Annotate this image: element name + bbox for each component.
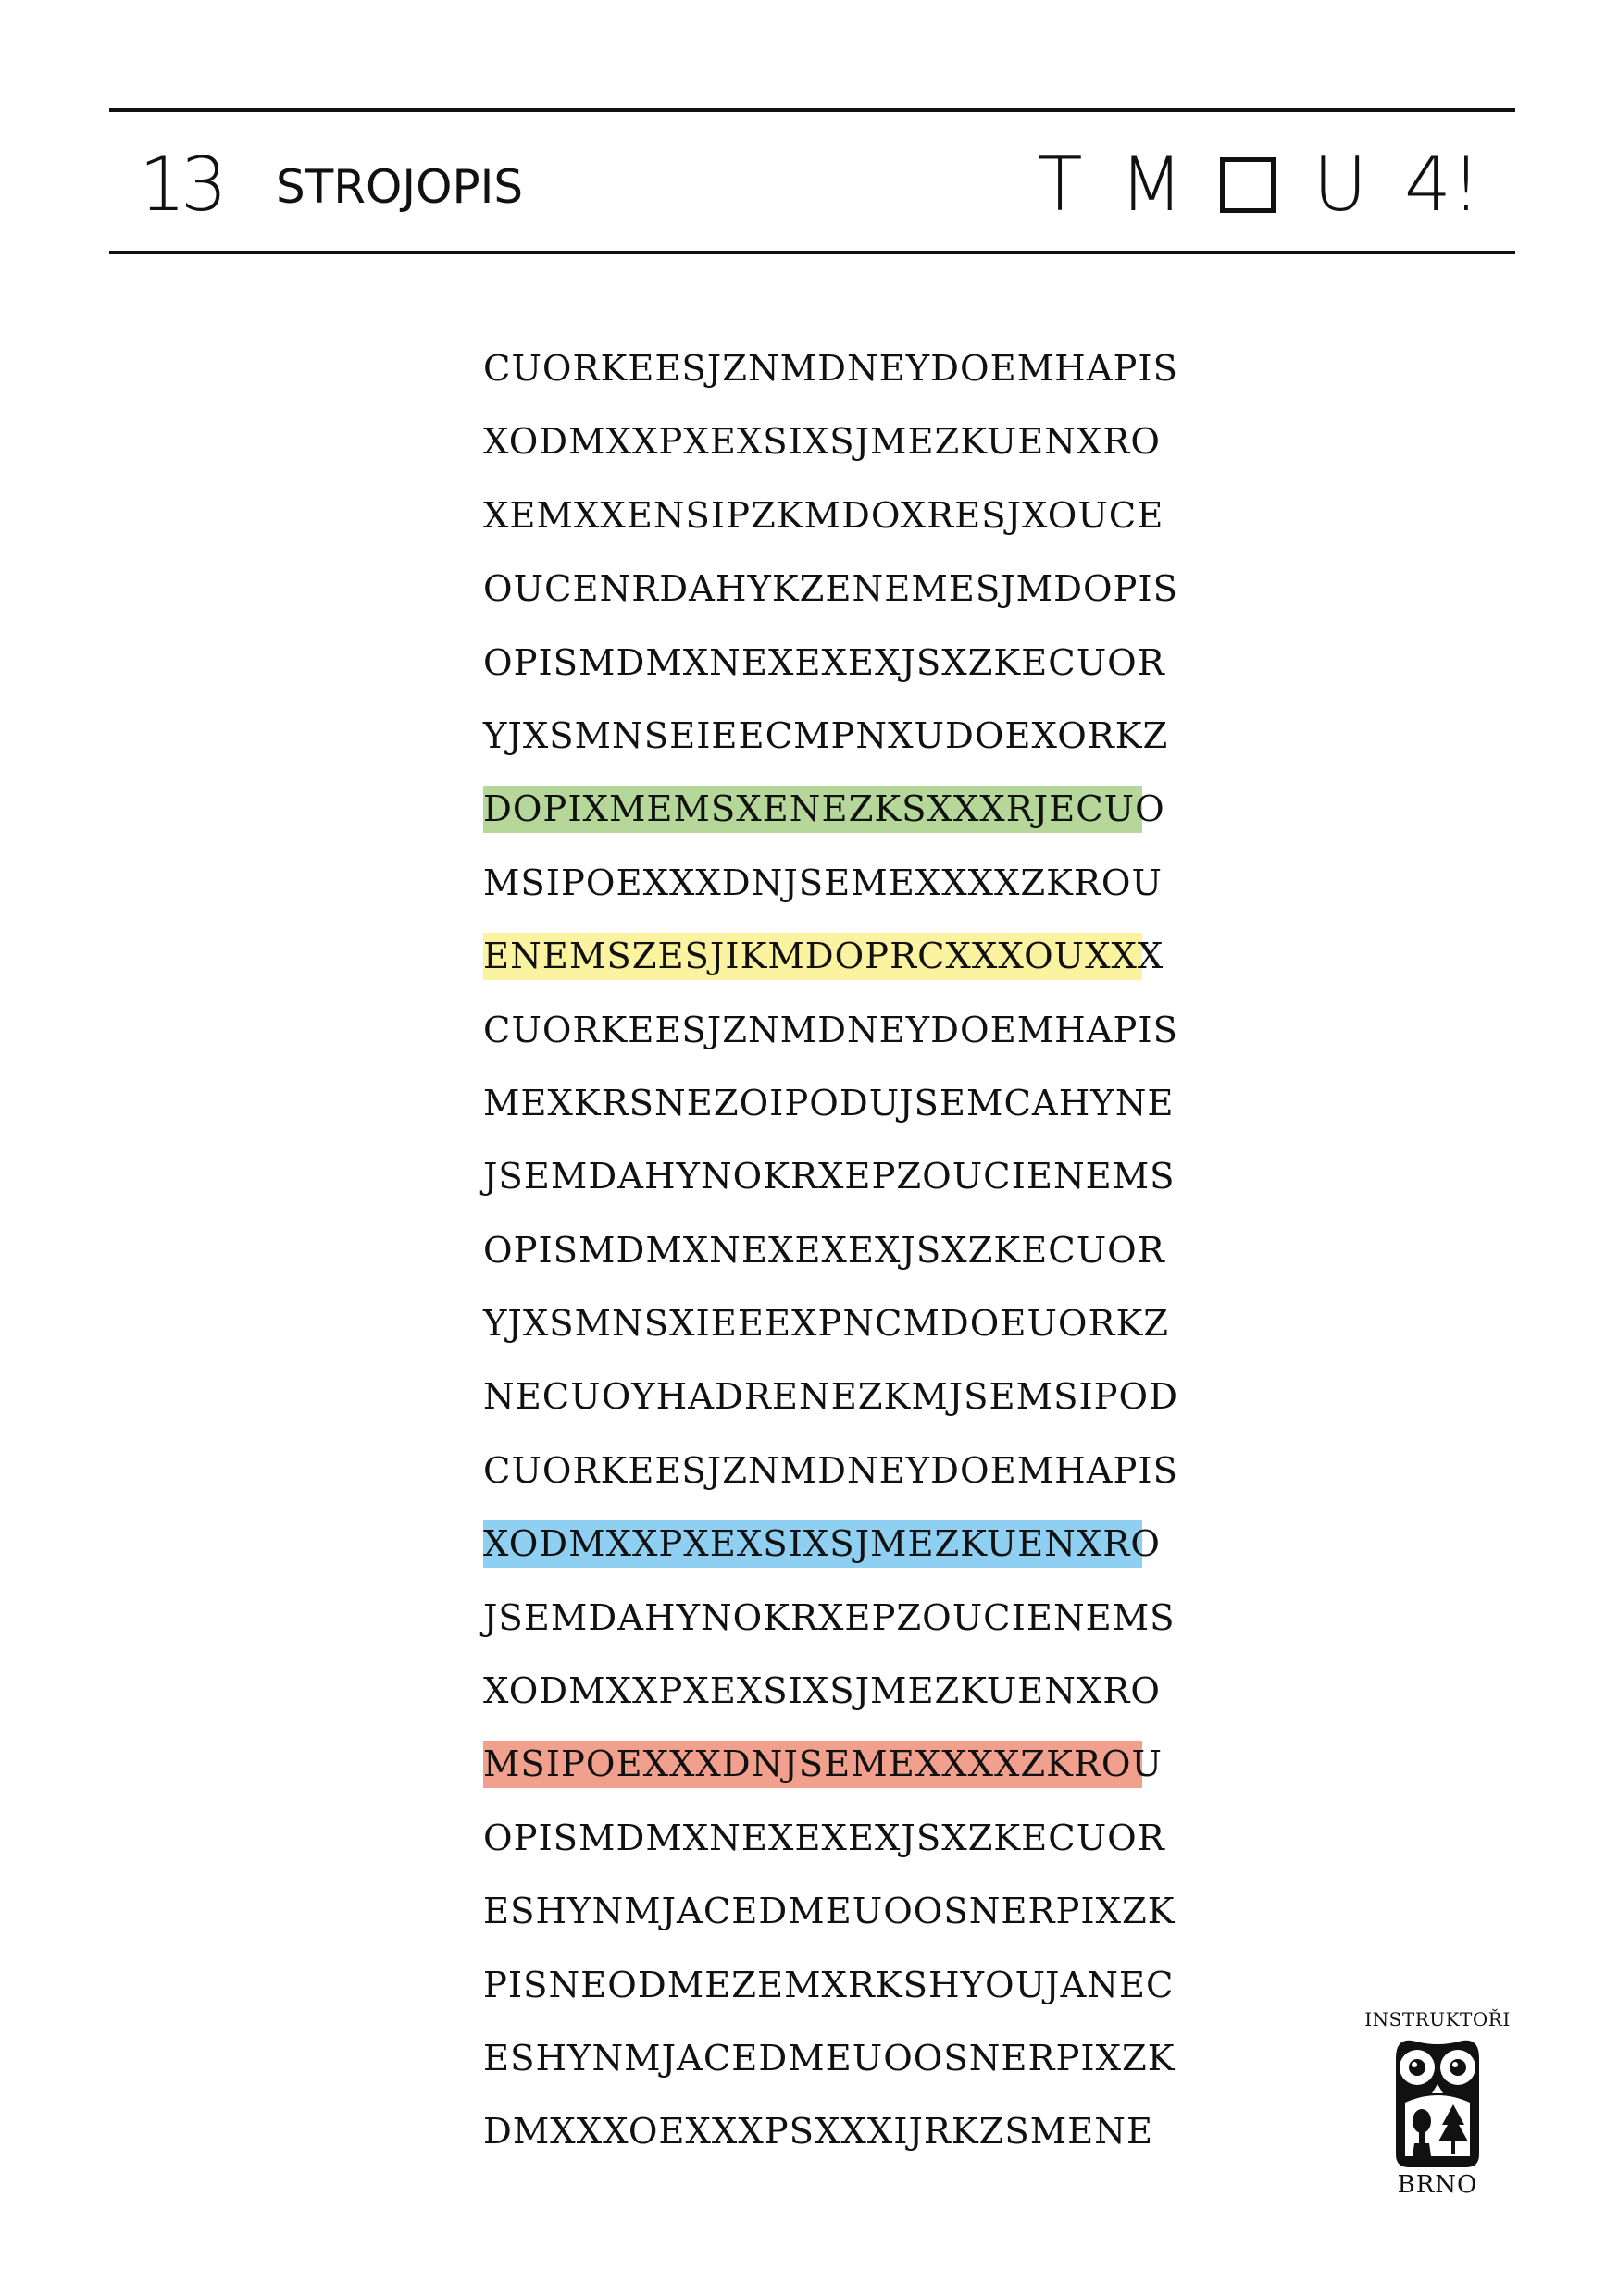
cipher-line: NECUOYHADRENEZKMJSEMSIPOD (483, 1376, 1178, 1419)
brand-letter-m: M (1119, 142, 1184, 228)
highlighted-cipher-line: ENEMSZESJIKMDOPRCXXXOUXXX (483, 933, 1142, 980)
page-title: STROJOPIS (276, 160, 524, 214)
highlighted-cipher-line: MSIPOEXXXDNJSEMEXXXXZKROU (483, 1741, 1142, 1788)
brand-letter-4: 4! (1404, 142, 1481, 228)
page-number: 13 (139, 142, 222, 228)
highlighted-cipher-line: XODMXXPXEXSIXSJMEZKUENXRO (483, 1520, 1142, 1568)
brand-letter-t: T (1037, 142, 1083, 228)
cipher-line: OUCENRDAHYKZENEMESJMDOPIS (483, 568, 1178, 611)
cipher-line: XODMXXPXEXSIXSJMEZKUENXRO (483, 1670, 1161, 1713)
cipher-line: DMXXXOEXXXPSXXXIJRKZSMENE (483, 2111, 1154, 2153)
cipher-line: OPISMDMXNEXEXEXJSXZKECUOR (483, 1229, 1165, 1272)
cipher-line: PISNEODMEZEMXRKSHYOUJANEC (483, 1964, 1175, 2006)
brand-wordmark (1038, 139, 1481, 231)
cipher-line: CUORKEESJZNMDNEYDOEMHAPIS (483, 1449, 1178, 1492)
cipher-line: MSIPOEXXXDNJSEMEXXXXZKROU (483, 862, 1163, 904)
cipher-line: CUORKEESJZNMDNEYDOEMHAPIS (483, 348, 1178, 390)
cipher-line: XODMXXPXEXSIXSJMEZKUENXRO (483, 421, 1161, 464)
square-outline-icon (1220, 157, 1276, 213)
cipher-line: YJXSMNSEIEECMPNXUDOEXORKZ (483, 714, 1169, 757)
cipher-line: ESHYNMJACEDMEUOOSNERPIXZK (483, 1891, 1176, 1933)
cipher-line: OPISMDMXNEXEXEXJSXZKECUOR (483, 641, 1165, 684)
cipher-line: JSEMDAHYNOKRXEPZOUCIENEMS (483, 1156, 1176, 1198)
cipher-line: XEMXXENSIPZKMDOXRESJXOUCE (483, 494, 1164, 537)
owl-logo-icon (1387, 2032, 1488, 2171)
badge-top-text: INSTRUKTOŘI (1364, 2008, 1511, 2030)
cipher-line: OPISMDMXNEXEXEXJSXZKECUOR (483, 1817, 1165, 1859)
cipher-line: ESHYNMJACEDMEUOOSNERPIXZK (483, 2037, 1176, 2079)
header-top-rule (109, 108, 1515, 112)
highlighted-cipher-line: DOPIXMEMSXENEZKSXXXRJECUO (483, 786, 1142, 833)
header-bottom-rule (109, 251, 1515, 254)
cipher-line: JSEMDAHYNOKRXEPZOUCIENEMS (483, 1596, 1176, 1639)
cipher-line: YJXSMNSXIEEEXPNCMDOEUORKZ (483, 1303, 1169, 1346)
cipher-line: MEXKRSNEZOIPODUJSEMCAHYNE (483, 1082, 1175, 1124)
cipher-line: CUORKEESJZNMDNEYDOEMHAPIS (483, 1009, 1178, 1051)
brand-letter-u: U (1313, 142, 1368, 228)
instruktori-brno-badge (1359, 2008, 1516, 2203)
badge-bottom-text: BRNO (1397, 2171, 1478, 2199)
cipher-text-block (483, 345, 1178, 2182)
